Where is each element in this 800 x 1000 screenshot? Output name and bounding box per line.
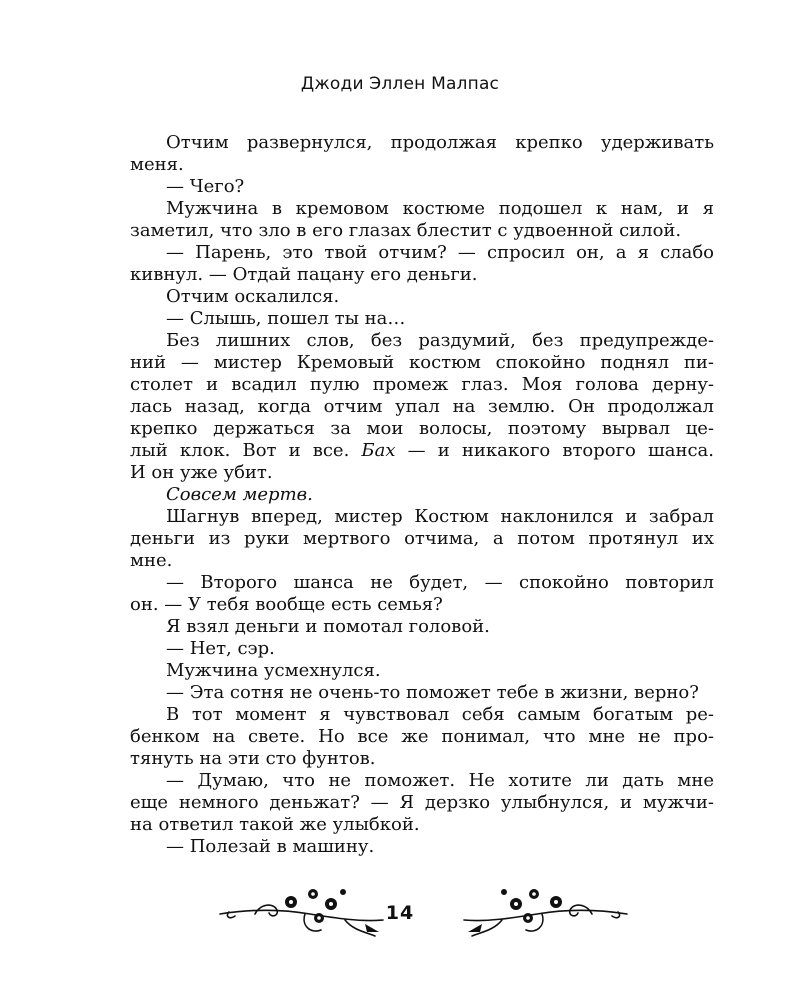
- text-line: — Парень, это твой отчим? — спросил он, а я слабо: [166, 242, 714, 263]
- text-line: Мужчина усмехнулся.: [166, 660, 381, 681]
- running-header: [0, 74, 800, 94]
- line-segment: лый клок. Вот и все.: [130, 440, 362, 461]
- text-line: И он уже убит.: [130, 462, 273, 483]
- text-line: еще немного деньжат? — Я дерзко улыбнулся, и мужчи-: [130, 792, 714, 813]
- text-line: В тот момент я чувствовал себя самым богатым ре-: [166, 704, 714, 725]
- text-line: тянуть на эти сто фунтов.: [130, 748, 376, 769]
- text-line: — Слышь, пошел ты на…: [166, 308, 406, 329]
- text-line: — Эта сотня не очень-то поможет тебе в жизни, верно?: [166, 682, 699, 703]
- text-line: бенком на свете. Но все же понимал, что мне не про-: [130, 726, 714, 747]
- text-line: кивнул. — Отдай пацану его деньги.: [130, 264, 478, 285]
- text-line: Отчим оскалился.: [166, 286, 340, 307]
- text-line: крепко держаться за мои волосы, поэтому вырвал це-: [130, 418, 714, 439]
- text-line: — Думаю, что не поможет. Не хотите ли дать мне: [166, 770, 714, 791]
- floral-scroll-icon: [462, 880, 632, 940]
- text-line: он. — У тебя вообще есть семья?: [130, 594, 443, 615]
- text-line: — Нет, сэр.: [166, 638, 275, 659]
- text-line: меня.: [130, 154, 184, 175]
- text-line: Шагнув вперед, мистер Костюм наклонился и забрал: [166, 506, 714, 527]
- italic-text: Бах: [361, 440, 396, 461]
- text-line: ний — мистер Кремовый костюм спокойно поднял пи-: [130, 352, 714, 373]
- text-line: — Второго шанса не будет, — спокойно повторил: [166, 572, 714, 593]
- text-line: Отчим развернулся, продолжая крепко удерживать: [166, 132, 714, 153]
- text-line: [130, 440, 714, 462]
- italic-text: Совсем мертв.: [166, 484, 313, 505]
- text-line: мне.: [130, 550, 173, 571]
- text-line: столет и всадил пулю промеж глаз. Моя голова дерну-: [130, 374, 714, 395]
- text-line: — Чего?: [166, 176, 245, 197]
- text-line: — Полезай в машину.: [166, 836, 375, 857]
- text-line: на ответил такой же улыбкой.: [130, 814, 420, 835]
- line-segment: — и никакого второго шанса.: [395, 440, 714, 461]
- text-line: Я взял деньги и помотал головой.: [166, 616, 490, 637]
- text-line: заметил, что зло в его глазах блестит с удвоенной силой.: [130, 220, 682, 241]
- text-line: [130, 484, 714, 506]
- body-text: [130, 132, 714, 858]
- text-line: Мужчина в кремовом костюме подошел к нам, и я: [166, 198, 714, 219]
- text-line: Без лишних слов, без раздумий, без предупрежде-: [166, 330, 714, 351]
- running-title: Джоди Эллен Малпас: [300, 74, 500, 94]
- page-number: 14: [385, 902, 415, 924]
- text-line: лась назад, когда отчим упал на землю. Он продолжал: [130, 396, 714, 417]
- text-line: деньги из руки мертвого отчима, а потом протянул их: [130, 528, 714, 549]
